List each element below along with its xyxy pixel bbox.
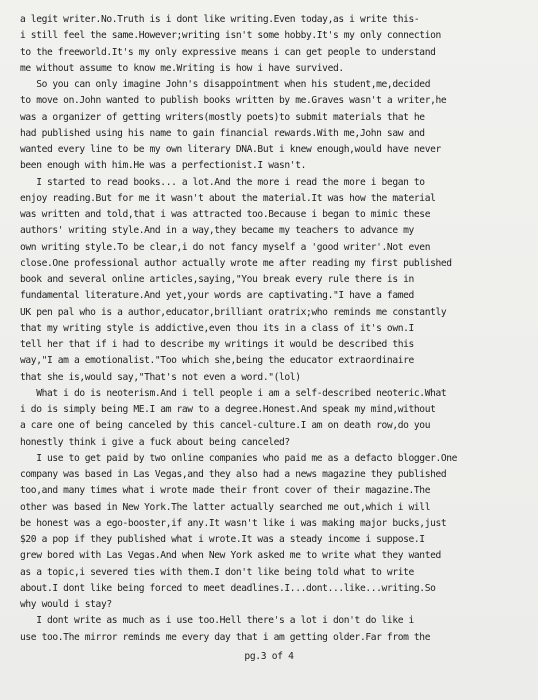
text-line: to the freeworld.It's my only expressive means i can get people to understand: [20, 46, 436, 58]
text-line: company was based in Las Vegas,and they also had a news magazine they published: [20, 469, 447, 480]
text-line: was a organizer of getting writers(mostly poets)to submit materials that he: [20, 111, 425, 123]
text-line: I dont write as much as i use too.Hell there's a lot i don't do like i: [20, 615, 414, 627]
text-line: i still feel the same.However;writing isn't some hobby.It's my only connection: [20, 30, 441, 42]
text-line: other was based in New York.The latter actually searched me out,which i will: [20, 501, 431, 513]
text-line: I use to get paid by two online companies who paid me as a defacto blogger.One: [20, 452, 458, 464]
text-line: had published using his name to gain financial rewards.With me,John saw and: [20, 127, 425, 139]
text-line: about.I dont like being forced to meet deadlines.I...dont...like...writing.So: [20, 582, 436, 594]
text-line: So you can only imagine John's disappointment when his student,me,decided: [20, 79, 431, 90]
text-line: $20 a pop if they published what i wrote.It was a steady income i suppose.I: [20, 534, 425, 545]
text-line: honestly think i give a fuck about being canceled?: [20, 436, 290, 448]
text-line: own writing style.To be clear,i do not fancy myself a 'good writer'.Not even: [20, 241, 431, 253]
text-line: I started to read books... a lot.And the more i read the more i began to: [20, 176, 425, 188]
text-line: use too.The mirror reminds me every day that i am getting older.Far from the: [20, 631, 431, 643]
text-line: to move on.John wanted to publish books written by me.Graves wasn't a writer,he: [20, 95, 447, 107]
text-line: book and several online articles,saying,"You break every rule there is in: [20, 274, 414, 285]
text-line: UK pen pal who is a author,educator,brilliant oratrix;who reminds me constantly: [20, 306, 447, 318]
text-line: why would i stay?: [20, 599, 112, 610]
text-line: i do is simply being ME.I am raw to a degree.Honest.And speak my mind,without: [20, 404, 436, 415]
text-line: grew bored with Las Vegas.And when New York asked me to write what they wanted: [20, 550, 441, 562]
text-line: as a topic,i severed ties with them.I don't like being told what to write: [20, 566, 414, 578]
text-line: a legit writer.No.Truth is i dont like writing.Even today,as i write this-: [20, 14, 420, 25]
text-line: close.One professional author actually wrote me after reading my first published: [20, 257, 452, 269]
text-line: tell her that if i had to describe my writings it would be described this: [20, 339, 414, 350]
text-line: enjoy reading.But for me it wasn't about the material.It was how the material: [20, 192, 436, 204]
text-line: been enough with him.He was a perfectionist.I wasn't.: [20, 160, 306, 172]
text-line: be honest was a ego-booster,if any.It wasn't like i was making major bucks,just: [20, 517, 447, 529]
text-line: me without assume to know me.Writing is how i have survived.: [20, 62, 344, 74]
text-line: wanted every line to be my own literary DNA.But i knew enough,would have never: [20, 144, 441, 155]
text-line: that she is,would say,"That's not even a word."(lol): [20, 371, 301, 383]
text-line: that my writing style is addictive,even thou its in a class of it's own.I: [20, 322, 414, 334]
text-line: way,"I am a emotionalist."Too which she,being the educator extraordinaire: [20, 355, 414, 367]
body-text: [20, 12, 532, 646]
page-number: pg.3 of 4: [244, 651, 294, 662]
text-line: a care one of being canceled by this cancel-culture.I am on death row,do you: [20, 420, 431, 432]
text-line: was written and told,that i was attracted too.Because i began to mimic these: [20, 209, 431, 220]
text-line: fundamental literature.And yet,your words are captivating."I have a famed: [20, 290, 414, 302]
text-line: What i do is neoterism.And i tell people i am a self-described neoteric.What: [20, 387, 447, 399]
text-line: authors' writing style.And in a way,they became my teachers to advance my: [20, 225, 414, 237]
text-line: too,and many times what i wrote made their front cover of their magazine.The: [20, 485, 431, 497]
